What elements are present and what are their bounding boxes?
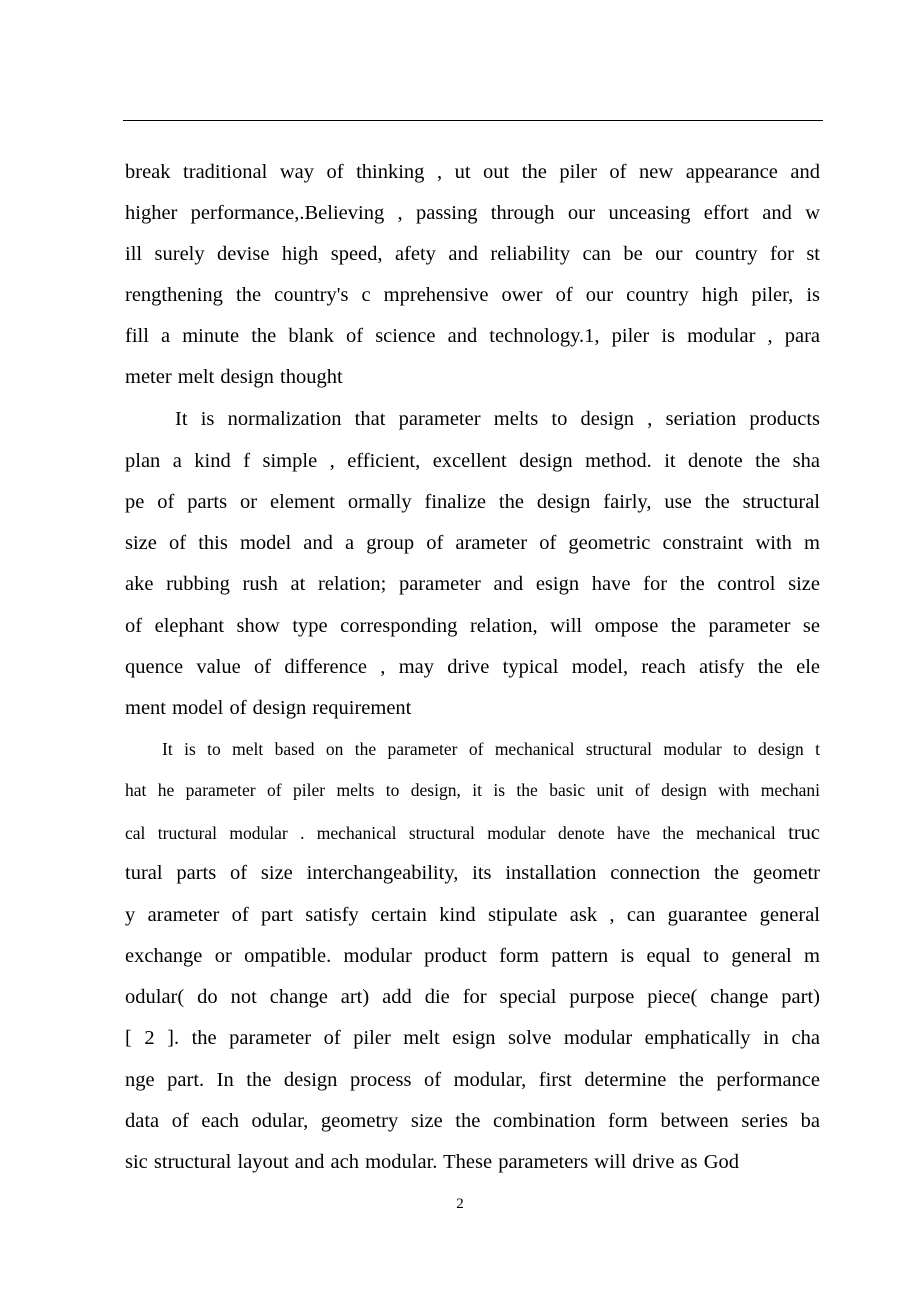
text-line: It is to melt based on the parameter of mechanical structural modular to design t: [162, 739, 820, 759]
text-line: size of this model and a group of arameter of geometric constraint with m: [125, 532, 820, 554]
text-line: hat he parameter of piler melts to design, it is the basic unit of design with mechani: [125, 780, 820, 800]
text-line: higher performance,.Believing , passing through our unceasing effort and w: [125, 202, 820, 224]
text-line: [125, 823, 820, 844]
text-line: data of each odular, geometry size the combination form between series ba: [125, 1110, 820, 1132]
text-line: exchange or ompatible. modular product form pattern is equal to general m: [125, 945, 820, 967]
text-line: rengthening the country's c mprehensive ower of our country high piler, is: [125, 284, 820, 306]
text-line: quence value of difference , may drive typical model, reach atisfy the ele: [125, 656, 820, 678]
header-rule: [123, 120, 823, 121]
text-line: meter melt design thought: [125, 366, 343, 388]
text-line: ill surely devise high speed, afety and reliability can be our country for st: [125, 243, 820, 265]
text-line: [ 2 ]. the parameter of piler melt esign solve modular emphatically in cha: [125, 1027, 820, 1049]
text-line: y arameter of part satisfy certain kind stipulate ask , can guarantee general: [125, 904, 820, 926]
text-line: It is normalization that parameter melts to design , seriation products: [175, 408, 820, 430]
text-line: fill a minute the blank of science and technology.1, piler is modular , para: [125, 325, 820, 347]
text-span: truc: [788, 822, 820, 844]
text-line: pe of parts or element ormally finalize the design fairly, use the structural: [125, 491, 820, 513]
text-span: cal tructural modular . mechanical structural modular denote have the mechanical: [125, 823, 776, 843]
text-line: tural parts of size interchangeability, its installation connection the geometr: [125, 862, 820, 884]
text-line: ake rubbing rush at relation; parameter and esign have for the control size: [125, 573, 820, 595]
text-line: odular( do not change art) add die for special purpose piece( change part): [125, 986, 820, 1008]
text-line: nge part. In the design process of modular, first determine the performance: [125, 1069, 820, 1091]
text-line: sic structural layout and ach modular. These parameters will drive as God: [125, 1151, 740, 1173]
text-line: plan a kind f simple , efficient, excellent design method. it denote the sha: [125, 450, 820, 472]
text-line: break traditional way of thinking , ut out the piler of new appearance and: [125, 161, 820, 183]
text-line: of elephant show type corresponding relation, will ompose the parameter se: [125, 615, 820, 637]
text-line: ment model of design requirement: [125, 697, 412, 719]
page-number: 2: [456, 1196, 464, 1212]
